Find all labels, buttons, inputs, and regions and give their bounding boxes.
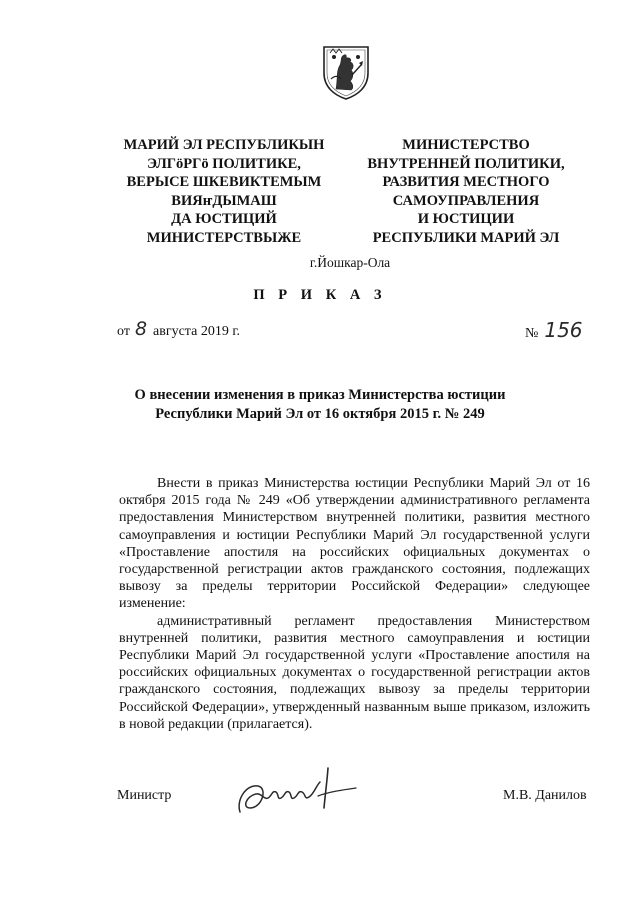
ministry-name-russian-line: ВНУТРЕННЕЙ ПОЛИТИКИ,	[367, 155, 565, 172]
order-date	[117, 318, 240, 340]
coat-of-arms-icon	[320, 43, 372, 101]
order-date-prefix: от	[117, 324, 130, 339]
order-day-handwritten: 8	[134, 318, 148, 340]
signatory-name: М.В. Данилов	[503, 788, 587, 803]
order-date-rest: августа 2019 г.	[153, 324, 240, 339]
ministry-name-mari-line: МИНИСТЕРСТВЫЖЕ	[146, 229, 302, 246]
ministry-name-mari-line: ВИЯҥДЫМАШ	[171, 192, 277, 209]
order-number-handwritten: 156	[544, 318, 583, 342]
signatory-role: Министр	[117, 788, 172, 803]
ministry-name-russian-line: И ЮСТИЦИИ	[417, 211, 515, 227]
body-paragraph: Внести в приказ Министерства юстиции Республики Марий Эл от 16 октября 2015 года № 249 «Об утверждении административного регламента предоставления Министерством внутренней политики, развития местного самоуправления и юстиции Республики Марий Эл государственной услуги «Проставление апостиля на российских официальных документах о государственной регистрации актов гражданского состояния, подлежащих вывозу за пределы территории Российской Федерации» следующее изменение:	[119, 476, 590, 612]
ministry-name-russian-line: РАЗВИТИЯ МЕСТНОГО	[382, 174, 550, 190]
body-paragraph: административный регламент предоставления Министерством внутренней политики, развития местного самоуправления и юстиции Республики Марий Эл государственной услуги «Проставление апостиля на российских официальных документах о государственной регистрации актов гражданского состояния, подлежащих вывозу за пределы территории Российской Федерации», утвержденный названным выше приказом, изложить в новой редакции (прилагается).	[119, 613, 590, 732]
ministry-name-mari-line: ВЕРЫСЕ ШКЕВИКТЕМЫМ	[126, 174, 322, 190]
handwritten-signature-icon	[232, 762, 360, 822]
ministry-name-russian-line: МИНИСТЕРСТВО	[402, 137, 530, 153]
ministry-name-russian-line: РЕСПУБЛИКИ МАРИЙ ЭЛ	[372, 229, 560, 246]
ministry-name-mari-line: ДА ЮСТИЦИЙ	[171, 211, 277, 227]
order-subject-line: О внесении изменения в приказ Министерства юстиции	[134, 387, 506, 403]
document-title: П Р И К А З	[253, 287, 387, 303]
order-number-sign: №	[525, 326, 539, 341]
city-name: г.Йошкар-Ола	[309, 255, 391, 270]
ministry-name-russian-line: САМОУПРАВЛЕНИЯ	[392, 192, 540, 209]
ministry-name-mari-line: МАРИЙ ЭЛ РЕСПУБЛИКЫН	[123, 137, 325, 153]
ministry-name-russian	[352, 136, 580, 247]
ministry-name-mari-line: ЭЛГӧРГӧ ПОЛИТИКЕ,	[147, 155, 301, 172]
ministry-name-mari	[110, 136, 338, 247]
order-number	[525, 318, 583, 342]
order-body	[119, 475, 590, 733]
order-subject-line: Республики Марий Эл от 16 октября 2015 г. № 249	[155, 406, 485, 422]
order-subject	[130, 386, 510, 424]
